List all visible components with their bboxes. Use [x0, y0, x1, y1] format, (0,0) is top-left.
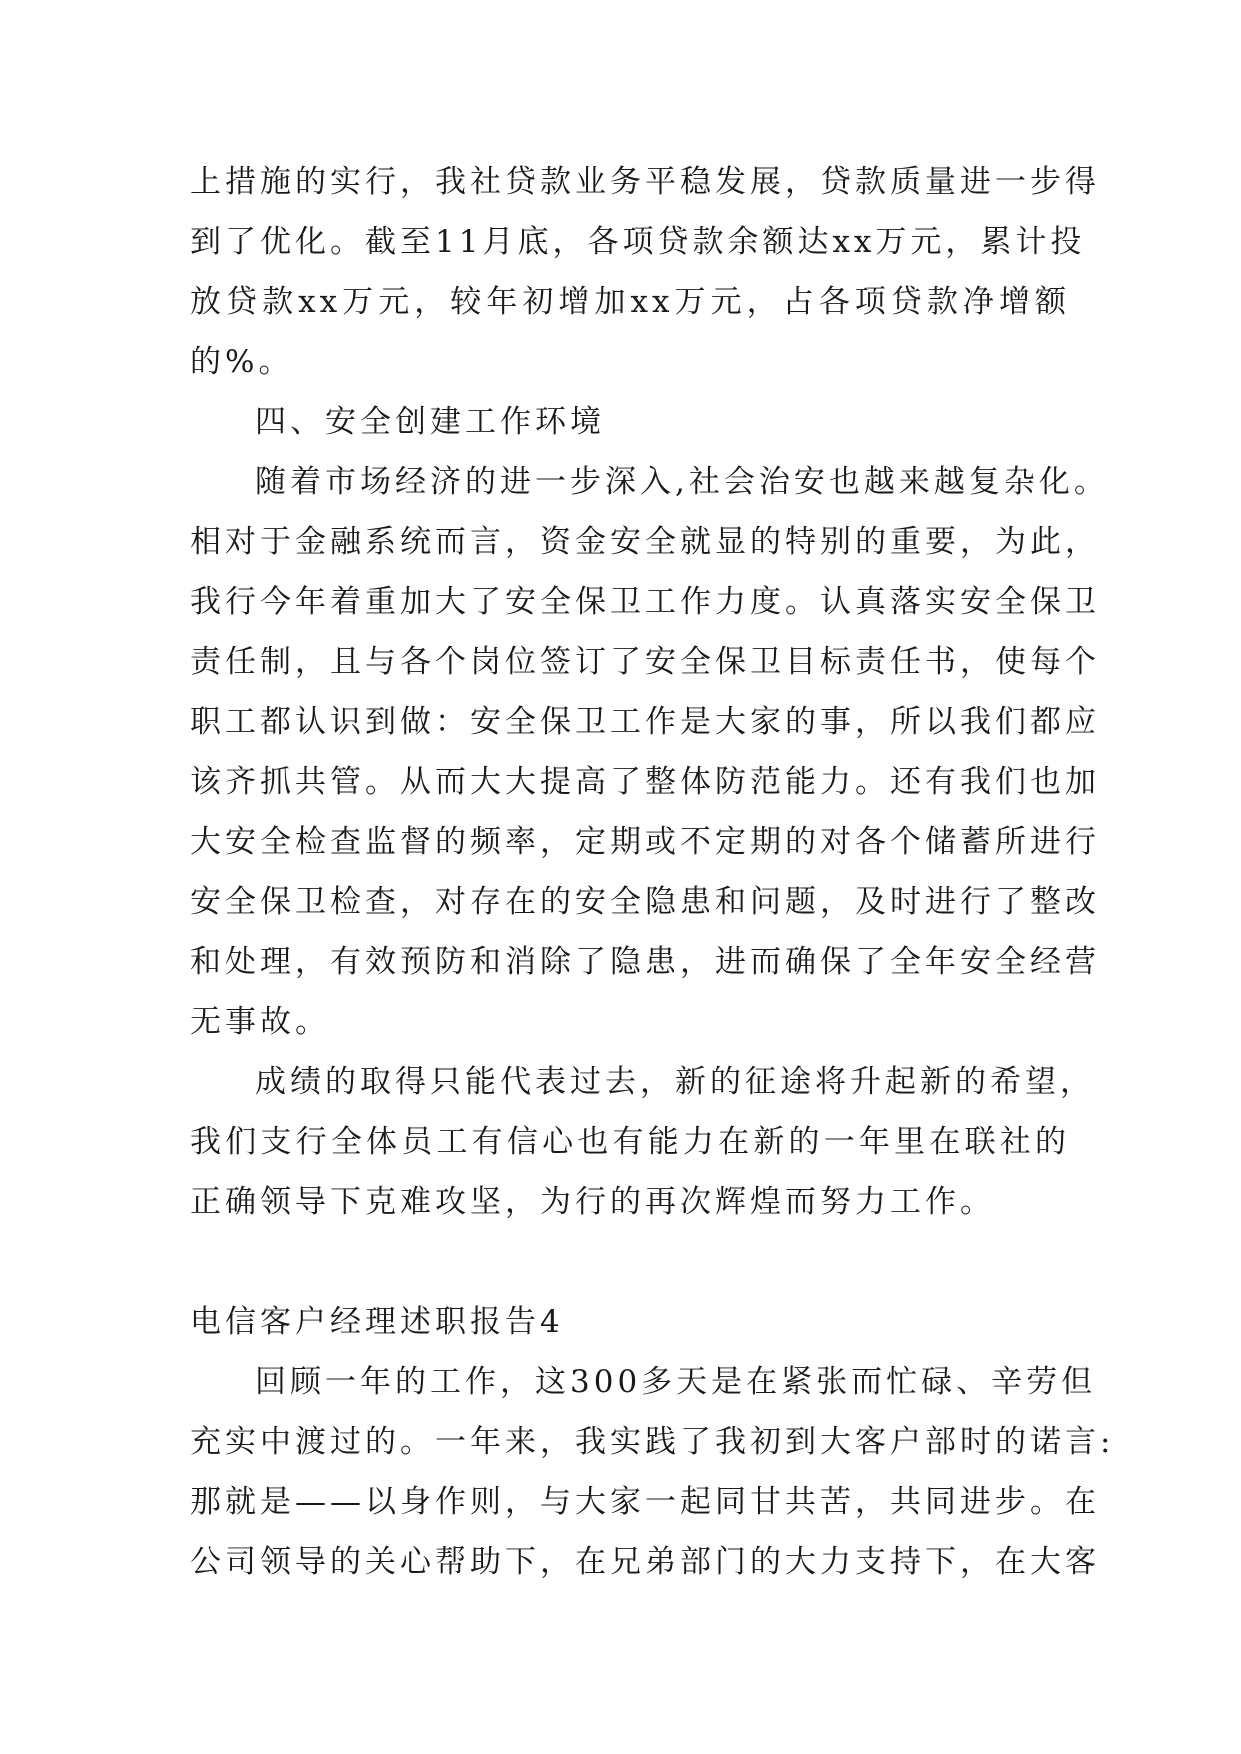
- paragraph-line: 职工都认识到做：安全保卫工作是大家的事，所以我们都应: [190, 704, 1100, 740]
- paragraph-line: 我们支行全体员工有信心也有能力在新的一年里在联社的: [190, 1124, 1070, 1160]
- paragraph-line: 和处理，有效预防和消除了隐患，进而确保了全年安全经营: [190, 944, 1100, 980]
- paragraph-line: 那就是——以身作则，与大家一起同甘共苦，共同进步。在: [190, 1484, 1100, 1520]
- paragraph-line: 成绩的取得只能代表过去，新的征途将升起新的希望，: [255, 1064, 1095, 1100]
- paragraph-line: 无事故。: [190, 1004, 330, 1040]
- paragraph-line: 公司领导的关心帮助下，在兄弟部门的大力支持下，在大客: [190, 1544, 1100, 1580]
- paragraph-line: 大安全检查监督的频率，定期或不定期的对各个储蓄所进行: [190, 824, 1100, 860]
- paragraph-line: 到了优化。截至11月底，各项贷款余额达xx万元，累计投: [190, 224, 1086, 260]
- section-heading: 四、安全创建工作环境: [255, 404, 605, 440]
- paragraph-line: 该齐抓共管。从而大大提高了整体防范能力。还有我们也加: [190, 764, 1100, 800]
- paragraph-line: 回顾一年的工作，这300多天是在紧张而忙碌、辛劳但: [255, 1364, 1097, 1400]
- paragraph-line: 充实中渡过的。一年来，我实践了我初到大客户部时的诺言:: [190, 1424, 1115, 1460]
- paragraph-line: 我行今年着重加大了安全保卫工作力度。认真落实安全保卫: [190, 584, 1100, 620]
- paragraph-line: 上措施的实行，我社贷款业务平稳发展，贷款质量进一步得: [190, 164, 1100, 200]
- paragraph-line: 放贷款xx万元，较年初增加xx万元，占各项贷款净增额: [190, 284, 1070, 320]
- paragraph-line: 的%。: [190, 344, 294, 380]
- paragraph-line: 相对于金融系统而言，资金安全就显的特别的重要，为此，: [190, 524, 1100, 560]
- report-title: 电信客户经理述职报告4: [190, 1304, 564, 1340]
- paragraph-line: 责任制，且与各个岗位签订了安全保卫目标责任书，使每个: [190, 644, 1100, 680]
- paragraph-line: 随着市场经济的进一步深入,社会治安也越来越复杂化。: [255, 464, 1109, 500]
- paragraph-line: 安全保卫检查，对存在的安全隐患和问题，及时进行了整改: [190, 884, 1100, 920]
- paragraph-line: 正确领导下克难攻坚，为行的再次辉煌而努力工作。: [190, 1184, 995, 1220]
